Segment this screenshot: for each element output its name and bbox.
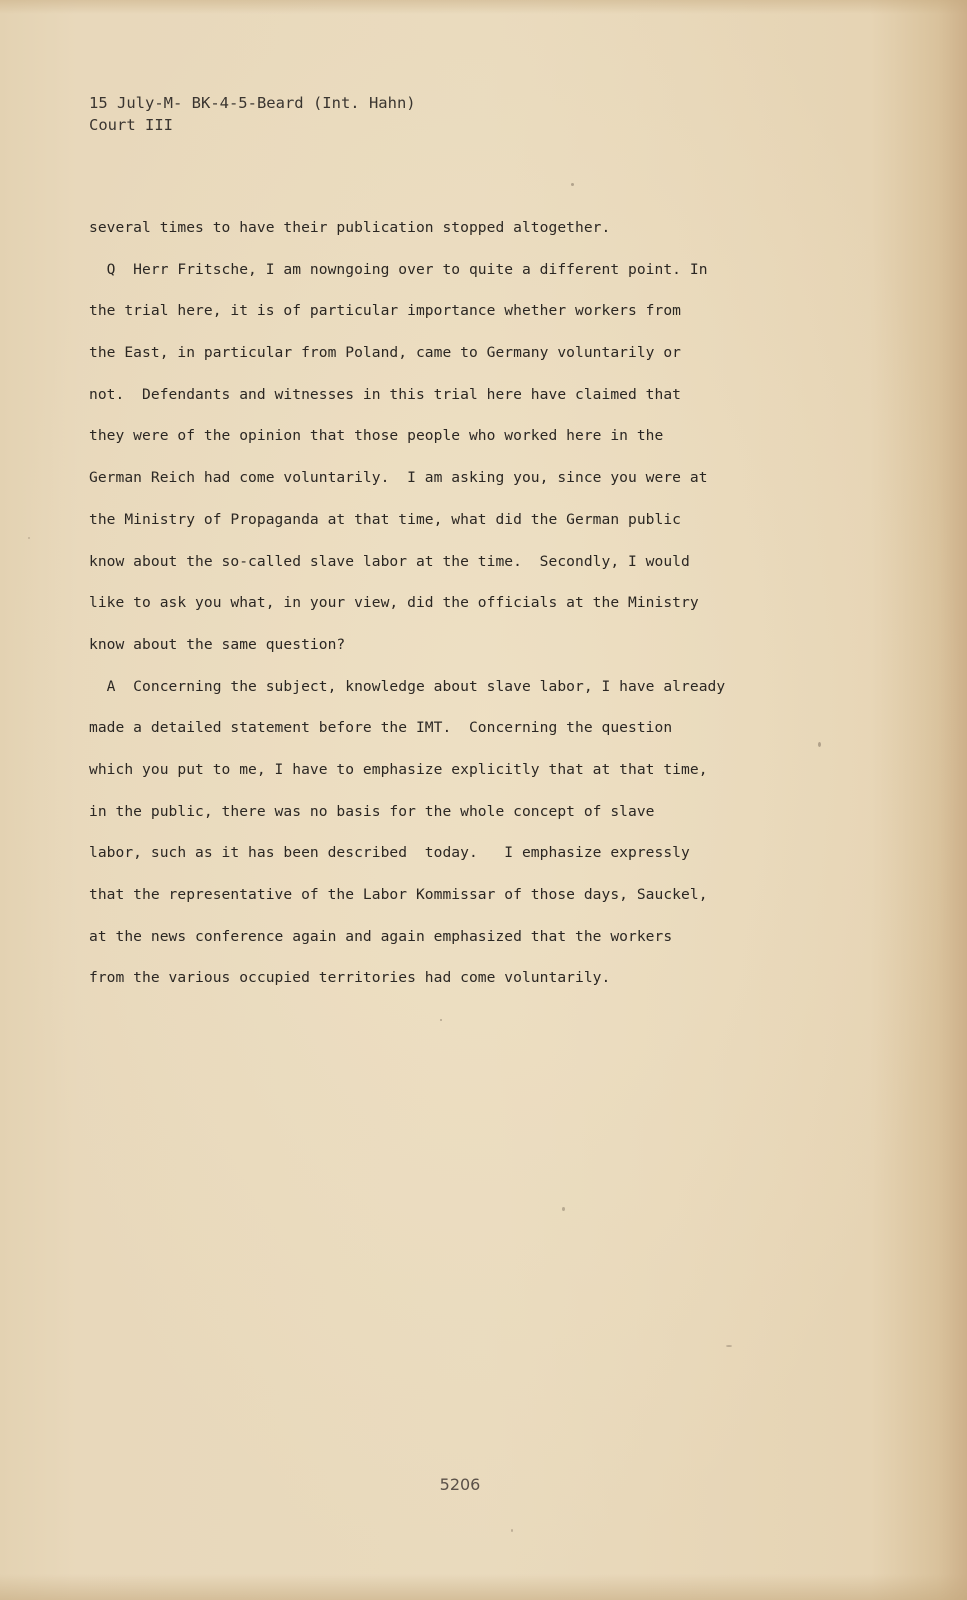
paper-edge-bottom (0, 1574, 967, 1600)
paper-speck (28, 537, 30, 539)
paper-speck (818, 742, 821, 747)
transcript-body (89, 218, 849, 1010)
transcript-line: know about the so-called slave labor at the time. Secondly, I would (89, 552, 690, 570)
transcript-line: not. Defendants and witnesses in this trial here have claimed that (89, 385, 682, 403)
transcript-line: labor, such as it has been described today. I emphasize expressly (89, 844, 690, 862)
document-header (89, 92, 416, 136)
transcript-line: German Reich had come voluntarily. I am asking you, since you were at (89, 469, 708, 487)
transcript-line: several times to have their publication stopped altogether. (89, 219, 611, 236)
transcript-line: they were of the opinion that those people who worked here in the (89, 427, 664, 445)
page-number: 5206 (439, 1475, 481, 1494)
transcript-line: like to ask you what, in your view, did the officials at the Ministry (89, 594, 699, 612)
transcript-line: made a detailed statement before the IMT. Concerning the question (89, 719, 673, 737)
transcript-line: the East, in particular from Poland, came to Germany voluntarily or (89, 344, 682, 362)
paper-speck (571, 183, 574, 186)
transcript-line: at the news conference again and again emphasized that the workers (89, 927, 673, 945)
paper-speck (511, 1529, 513, 1532)
paper-edge-top (0, 0, 967, 14)
transcript-line: which you put to me, I have to emphasize explicitly that at that time, (89, 760, 708, 778)
transcript-line: Q Herr Fritsche, I am nowngoing over to quite a different point. In (89, 260, 708, 278)
transcript-line: in the public, there was no basis for the whole concept of slave (89, 802, 655, 820)
transcript-line: A Concerning the subject, knowledge about slave labor, I have already (89, 677, 726, 695)
transcript-line: know about the same question? (89, 635, 346, 653)
transcript-line: from the various occupied territories had come voluntarily. (89, 969, 611, 987)
transcript-line: the Ministry of Propaganda at that time, what did the German public (89, 510, 682, 528)
paper-speck (562, 1207, 565, 1211)
header-court-line: Court III (89, 116, 173, 134)
paper-speck (726, 1345, 732, 1347)
transcript-line: the trial here, it is of particular importance whether workers from (89, 302, 682, 320)
transcript-line: that the representative of the Labor Kommissar of those days, Sauckel, (89, 886, 708, 903)
header-reference-line: 15 July-M- BK-4-5-Beard (Int. Hahn) (89, 94, 416, 112)
paper-speck (440, 1019, 442, 1021)
